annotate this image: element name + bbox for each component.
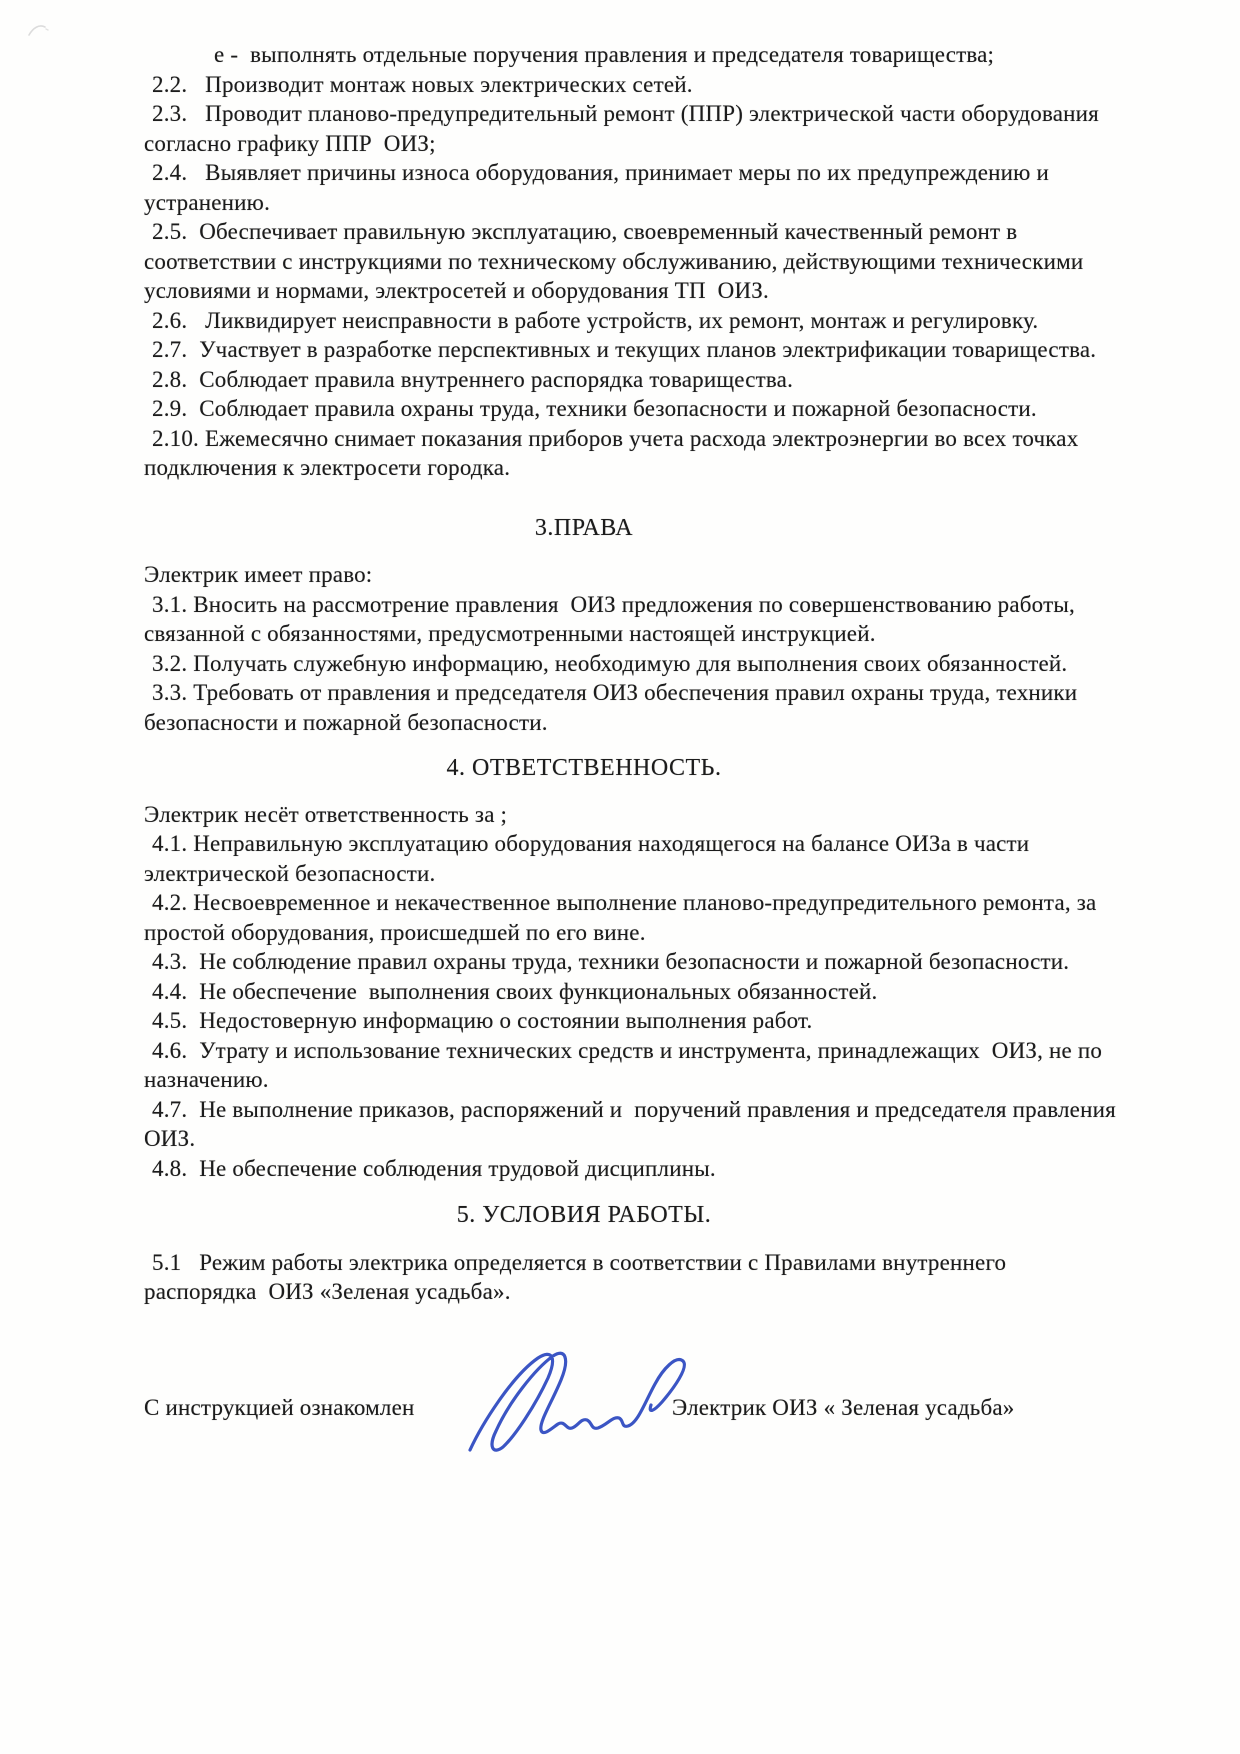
responsibility-intro: Электрик несёт ответственность за ; — [144, 801, 508, 827]
rights-item-3-1: 3.1. Вносить на рассмотрение правления ОИЗ предложения по совершенствованию работы, связанной с обязанностями, предусмотренными настоящей инструкцией. — [144, 591, 1081, 646]
signature-acknowledgement-label: С инструкцией ознакомлен — [144, 1394, 415, 1420]
rights-item-3-2: 3.2. Получать служебную информацию, необходимую для выполнения своих обязанностей. — [152, 650, 1068, 676]
duty-item-2-10: 2.10. Ежемесячно снимает показания приборов учета расхода электроэнергии во всех точках подключения к электросети городка. — [144, 425, 1085, 480]
duty-item-2-5: 2.5. Обеспечивает правильную эксплуатацию, своевременный качественный ремонт в соответствии с инструкциями по техническому обслуживанию, действующими техническими условиями и нормами, электросетей и оборудования ТП ОИЗ. — [144, 219, 1090, 303]
handwritten-signature-ink — [462, 1339, 692, 1469]
duty-item-2-6: 2.6. Ликвидирует неисправности в работе устройств, их ремонт, монтаж и регулировку. — [152, 307, 1039, 333]
signature-position-label: Электрик ОИЗ « Зеленая усадьба» — [672, 1394, 1015, 1420]
responsibility-item-4-7: 4.7. Не выполнение приказов, распоряжений и поручений правления и председателя правления ОИЗ. — [144, 1096, 1128, 1151]
responsibility-item-4-6: 4.6. Утрату и использование технических средств и инструмента, принадлежащих ОИЗ, не по назначению. — [144, 1037, 1109, 1092]
section-heading-work-conditions: 5. УСЛОВИЯ РАБОТЫ. — [456, 1202, 712, 1228]
duty-item-2-4: 2.4. Выявляет причины износа оборудования, принимает меры по их предупреждению и устранению. — [144, 160, 1055, 215]
rights-intro: Электрик имеет право: — [144, 562, 373, 587]
rights-item-3-3: 3.3. Требовать от правления и председателя ОИЗ обеспечения правил охраны труда, техники безопасности и пожарной безопасности. — [144, 680, 1084, 735]
section-heading-rights: 3.ПРАВА — [534, 514, 634, 541]
duty-item-2-2: 2.2. Производит монтаж новых электрических сетей. — [152, 71, 693, 97]
signature-block — [144, 1345, 1124, 1505]
section-heading-responsibility: 4. ОТВЕТСТВЕННОСТЬ. — [446, 755, 722, 781]
pencil-corner-mark — [26, 20, 52, 40]
responsibility-item-4-5: 4.5. Недостоверную информацию о состоянии выполнения работ. — [152, 1008, 813, 1033]
duty-item-2-7: 2.7. Участвует в разработке перспективных и текущих планов электрификации товарищества. — [152, 337, 1097, 362]
responsibility-item-4-2: 4.2. Несвоевременное и некачественное выполнение планово-предупредительного ремонта, за простой оборудования, происшедшей по его вине. — [144, 890, 1103, 945]
responsibility-item-4-1: 4.1. Неправильную эксплуатацию оборудования находящегося на балансе ОИЗа в части электрической безопасности. — [144, 831, 1036, 886]
duty-item-2-8: 2.8. Соблюдает правила внутреннего распорядка товарищества. — [152, 366, 794, 392]
responsibility-item-4-4: 4.4. Не обеспечение выполнения своих функциональных обязанностей. — [152, 978, 878, 1004]
duty-item-2-3: 2.3. Проводит планово-предупредительный ремонт (ППР) электрической части оборудования согласно графику ППР ОИЗ; — [144, 101, 1105, 156]
conditions-item-5-1: 5.1 Режим работы электрика определяется в соответствии с Правилами внутреннего распорядка ОИЗ «Зеленая усадьба». — [144, 1249, 1013, 1304]
responsibility-item-4-8: 4.8. Не обеспечение соблюдения трудовой дисциплины. — [152, 1155, 716, 1181]
responsibility-item-4-3: 4.3. Не соблюдение правил охраны труда, техники безопасности и пожарной безопасности. — [152, 949, 1070, 974]
document-body — [144, 40, 1128, 1505]
duty-item-e: е - выполнять отдельные поручения правления и председателя товарищества; — [214, 42, 995, 67]
duty-item-2-9: 2.9. Соблюдает правила охраны труда, техники безопасности и пожарной безопасности. — [152, 396, 1037, 421]
